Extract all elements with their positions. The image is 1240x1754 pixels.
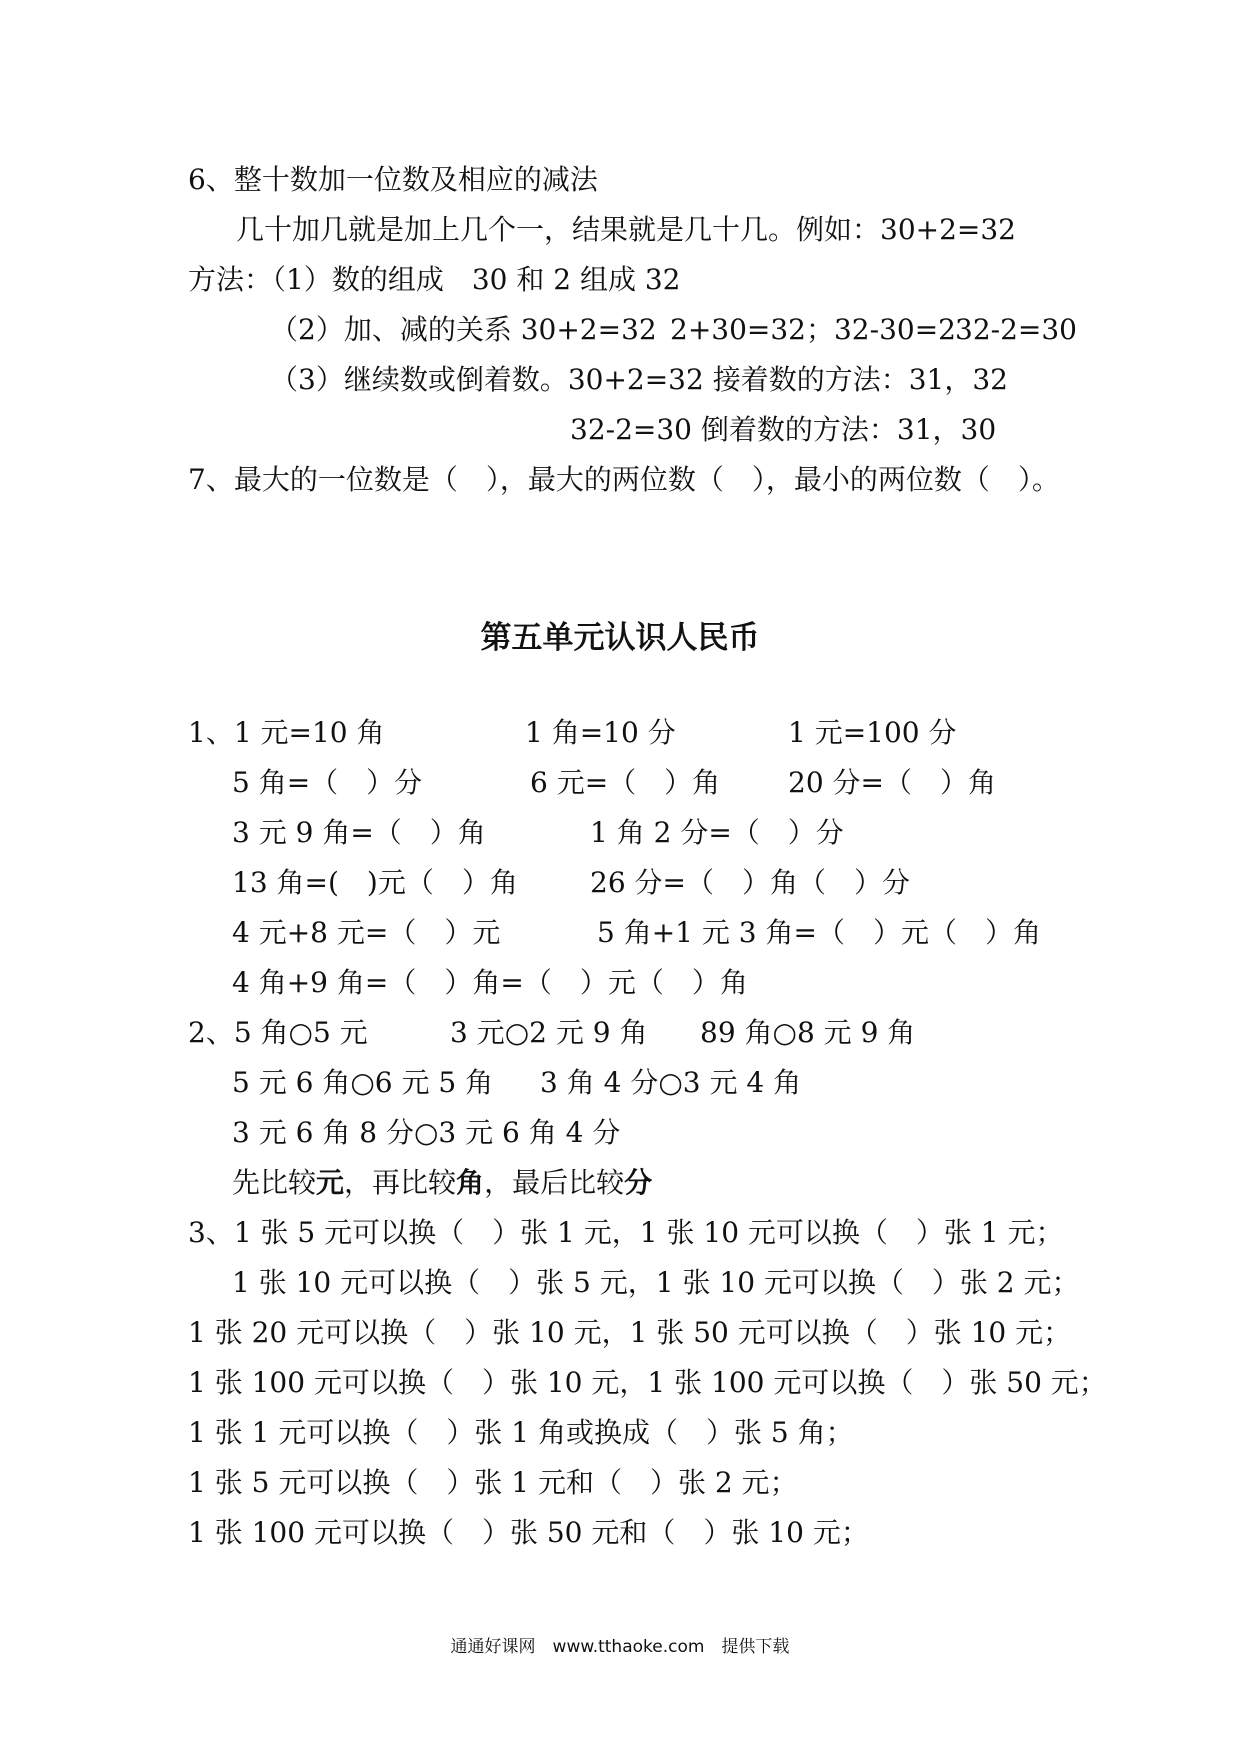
method-1: 方法：（1）数的组成 30 和 2 组成 32 <box>188 263 681 296</box>
method-3b: 32-2=30 倒着数的方法：31，30 <box>570 413 997 446</box>
q2-r1-c1: 2、5 角○5 元 <box>188 1016 368 1049</box>
q3-line-1: 3、1 张 5 元可以换（ ）张 1 元，1 张 10 元可以换（ ）张 1 元； <box>188 1216 1064 1249</box>
q2-r2-c1: 5 元 6 角○6 元 5 角 <box>232 1066 494 1099</box>
q2-r2-c2: 3 角 4 分○3 元 4 角 <box>540 1066 802 1099</box>
q2-tip <box>232 1166 652 1200</box>
method-2b: 2+30=32；32-30=2 <box>670 313 956 346</box>
tip-text-1: 先比较 <box>232 1166 317 1199</box>
q3-line-5: 1 张 1 元可以换（ ）张 1 角或换成（ ）张 5 角； <box>188 1416 854 1449</box>
q2-r1-c3: 89 角○8 元 9 角 <box>700 1016 916 1049</box>
item6-description: 几十加几就是加上几个一，结果就是几十几。例如：30+2=32 <box>236 213 1016 246</box>
item7: 7、最大的一位数是（ ），最大的两位数（ ），最小的两位数（ ）。 <box>188 463 1060 496</box>
tip-text-3: ，最后比较 <box>484 1166 625 1199</box>
q1-r4-c1: 13 角=( )元（ ）角 <box>232 866 518 899</box>
q1-r1-c3: 1 元=100 分 <box>788 716 957 749</box>
q3-line-2: 1 张 10 元可以换（ ）张 5 元，1 张 10 元可以换（ ）张 2 元； <box>232 1266 1080 1299</box>
q1-r5-c1: 4 元+8 元=（ ）元 <box>232 916 501 949</box>
q3-line-4: 1 张 100 元可以换（ ）张 10 元，1 张 100 元可以换（ ）张 50 元； <box>188 1366 1107 1399</box>
tip-bold-yuan: 元 <box>316 1166 345 1199</box>
tip-text-2: ，再比较 <box>344 1166 457 1199</box>
method-3: （3）继续数或倒着数。30+2=32 接着数的方法：31，32 <box>270 363 1008 396</box>
q1-r3-c1: 3 元 9 角=（ ）角 <box>232 816 486 849</box>
q1-r6-c1: 4 角+9 角=（ ）角=（ ）元（ ）角 <box>232 966 748 999</box>
section-title: 第五单元认识人民币 <box>480 620 760 656</box>
q1-r5-c2: 5 角+1 元 3 角=（ ）元（ ）角 <box>597 916 1041 949</box>
method-2a: （2）加、减的关系 30+2=32 <box>270 313 657 346</box>
q3-line-6: 1 张 5 元可以换（ ）张 1 元和（ ）张 2 元； <box>188 1466 798 1499</box>
tip-bold-fen: 分 <box>624 1166 653 1199</box>
page-footer: 通通好课网 www.tthaoke.com 提供下载 <box>450 1637 790 1657</box>
q2-r3: 3 元 6 角 8 分○3 元 6 角 4 分 <box>232 1116 621 1149</box>
q3-line-7: 1 张 100 元可以换（ ）张 50 元和（ ）张 10 元； <box>188 1516 869 1549</box>
q1-r1-c1: 1、1 元=10 角 <box>188 716 385 749</box>
q1-r2-c3: 20 分=（ ）角 <box>788 766 996 799</box>
q3-line-3: 1 张 20 元可以换（ ）张 10 元，1 张 50 元可以换（ ）张 10 元； <box>188 1316 1072 1349</box>
q2-r1-c2: 3 元○2 元 9 角 <box>450 1016 648 1049</box>
q1-r1-c2: 1 角=10 分 <box>525 716 676 749</box>
q1-r2-c2: 6 元=（ ）角 <box>530 766 721 799</box>
tip-bold-jiao: 角 <box>456 1166 485 1199</box>
item6-title: 6、整十数加一位数及相应的减法 <box>188 163 598 196</box>
q1-r2-c1: 5 角=（ ）分 <box>232 766 423 799</box>
method-2c: 32-2=30 <box>955 313 1077 346</box>
q1-r4-c2: 26 分=（ ）角（ ）分 <box>590 866 910 899</box>
q1-r3-c2: 1 角 2 分=（ ）分 <box>590 816 844 849</box>
